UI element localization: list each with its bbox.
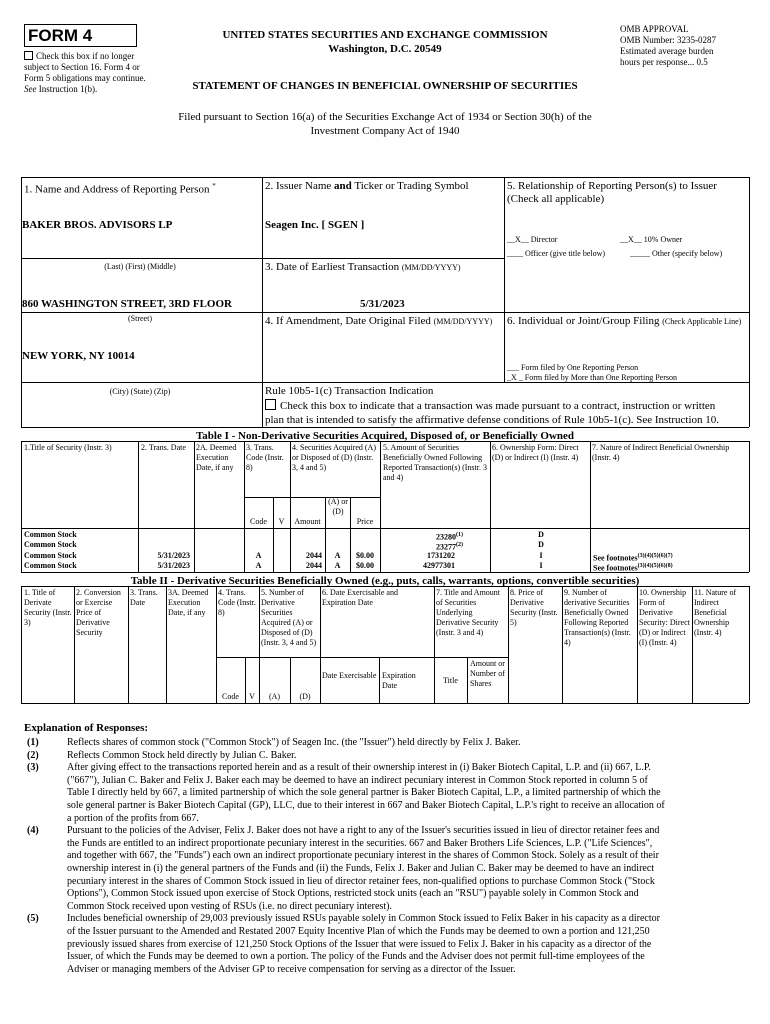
t2-sub-expiration: Expiration Date [382, 671, 416, 690]
t2-col4: 4. Trans. Code (Instr. 8) [218, 588, 256, 617]
t2-sub-exercisable: Date Exercisable [322, 671, 377, 680]
t1-sub-aord: (A) or (D) [328, 497, 348, 516]
box3-label: 3. Date of Earliest Transaction (MM/DD/YYYY) [265, 261, 461, 273]
explanation-item-1: (1) Reflects shares of common stock ("Common Stock") of Seagen Inc. (the "Issuer") held directly by Felix J. Baker. [27, 737, 521, 748]
t2-bottom [21, 703, 749, 704]
t1-r2-nature: See footnotes$^{(3)(4)(5)(6)(7)}$ [593, 553, 673, 563]
t2-col1: 1. Title of Derivate Security (Instr. 3) [24, 588, 72, 627]
t1-r2-price: $0.00 [356, 551, 374, 560]
rel-director: __X__ Director [507, 235, 558, 244]
omb-burden-2: hours per response... 0.5 [620, 57, 708, 67]
t2-sub-title: Title [443, 676, 458, 685]
checkbox-see: See [24, 84, 37, 94]
t1-col6: 6. Ownership Form: Direct (D) or Indirect (I) (Instr. 4) [492, 443, 579, 462]
t1-top [21, 441, 749, 442]
box1-label: 1. Name and Address of Reporting Person * [24, 182, 216, 196]
filing-more-persons: _X _ Form filed by More than One Reporting Person [507, 373, 677, 382]
table1-title: Table I - Non-Derivative Securities Acquired, Disposed of, or Beneficially Owned [195, 430, 575, 442]
t1-r2-ad: A [334, 551, 341, 560]
rule-10b5-text-2: plan that is intended to satisfy the affirmative defense conditions of Rule 10b5-1(c). See Instruction 10. [265, 414, 720, 426]
t2-v4 [216, 586, 217, 703]
t1-sub-top [244, 497, 380, 498]
rel-10pct-owner: __X__ 10% Owner [620, 235, 683, 244]
t1-r2-owned: 1731202 [427, 551, 455, 560]
t1-col3: 3. Trans. Code (Instr. 8) [246, 443, 284, 472]
t1-r2-amount: 2044 [306, 551, 322, 560]
t2-col2: 2. Conversion or Exercise Price of Derivative Security [76, 588, 121, 637]
t2-v9 [562, 586, 563, 703]
t1-col7: 7. Nature of Indirect Beneficial Ownership (Instr. 4) [592, 443, 730, 462]
omb-number: OMB Number: 3235-0287 [620, 35, 716, 45]
reporting-city: NEW YORK, NY 10014 [22, 350, 135, 362]
t2-top [21, 586, 749, 587]
t2-v5 [259, 586, 260, 703]
line-name-bottom [21, 258, 262, 259]
t1-col4: 4. Securities Acquired (A) or Disposed of (D) (Instr. 3, 4 and 5) [292, 443, 376, 472]
box6-label: 6. Individual or Joint/Group Filing (Check Applicable Line) [507, 315, 742, 327]
explanation-title: Explanation of Responses: [24, 722, 149, 734]
no-longer-subject-checkbox-area [24, 51, 152, 95]
t1-sub-price: Price [356, 517, 374, 526]
street-hint: (Street) [128, 314, 152, 323]
omb-title: OMB APPROVAL [620, 24, 689, 34]
t1-col5: 5. Amount of Securities Beneficially Owned Following Reported Transaction(s) (Instr. 3 and 4) [383, 443, 487, 482]
filing-one-person: ___ Form filed by One Reporting Person [507, 363, 639, 372]
t2-col10: 10. Ownership Form of Derivative Security: Direct (D) or Indirect (I) (Instr. 4) [639, 588, 690, 647]
t2-col6: 6. Date Exercisable and Expiration Date [322, 588, 398, 607]
omb-approval [620, 24, 750, 68]
checkbox-instruction: Instruction 1(b). [38, 84, 98, 94]
t2-col8: 8. Price of Derivative Security (Instr. 5) [510, 588, 558, 627]
t2-sub-a: (A) [268, 692, 281, 701]
explanation-item-5: (5) Includes beneficial ownership of 29,003 previously issued RSUs payable solely in Common Stock issued to Felix Baker in his capacity as a director of the Issuer pursuant to the Amended and Restated 2007 Equity Incentive Plan of which the Funds may be deemed to own a portion and 121,250 previously issued shares from exercise of 121,250 Stock Options of the Issuer that were issued to Felix J. Baker in his capacity as a director of the Issuer, of which the Funds may be deemed to own a portion. The policy of the Funds and the Adviser does not permit full-time employees of the Adviser or managing members of the Adviser GP to receive compensation for serving as a director of the Issuer. [27, 913, 660, 975]
t2-sub-code: Code [222, 692, 239, 701]
t2-v0 [21, 586, 22, 703]
explanation-item-4: (4) Pursuant to the policies of the Adviser, Felix J. Baker does not have a right to any of the Issuer's securities issued in lieu of director retainer fees and the Funds are entitled to an indirect proportionate pecuniary interest in the securities. 667 and Baker Brothers Life Sciences, L.P. ("Life Sciences", and together with 667, the "Funds") each own an indirect proportionate pecuniary interest in the shares of Common Stock. Solely as a result of their ownership interest in (i) the general partners of the Funds and (ii) the Funds, Felix J. Baker and Julian C. Baker may be deemed to have an indirect pecuniary interest in the shares of Common Stock issued in lieu of director retainer fees, non-qualified options to purchase Common Stock ("Stock Options"), Common Stock issued upon exercise of Stock Options, restricted stock units (each an "RSU") payable solely in Common Stock and Common Stock received upon vesting of RSUs (i.e. no direct pecuniary interest). [27, 825, 660, 912]
t2-v6 [320, 586, 321, 703]
t1-r2-code: A [255, 551, 262, 560]
t2-sub-top-b [320, 657, 508, 658]
t2-v12 [749, 586, 750, 703]
t2-col5: 5. Number of Derivative Securities Acquired (A) or Disposed of (D) (Instr. 3, 4 and 5) [261, 588, 317, 647]
t2-sub-top-a [216, 657, 320, 658]
t2-v3 [166, 586, 167, 703]
t2-col3: 3. Trans. Date [130, 588, 158, 607]
t2-sub-v: V [249, 692, 255, 701]
form-title-box [24, 24, 137, 47]
rel-officer: ____ Officer (give title below) [507, 249, 606, 258]
box5-label: 5. Relationship of Reporting Person(s) to Issuer (Check all applicable) [507, 180, 717, 205]
t2-v2 [128, 586, 129, 703]
t1-r3-ad: A [334, 561, 341, 570]
checkbox-text: Check this box if no longer subject to Section 16. Form 4 or Form 5 obligations may continue. [24, 51, 146, 83]
agency-location: Washington, D.C. 20549 [328, 43, 442, 55]
t1-col1: 1.Title of Security (Instr. 3) [24, 443, 112, 452]
t2-v8 [508, 586, 509, 703]
t1-col2: 2. Trans. Date [141, 443, 186, 452]
t2-sub-d: (D) [299, 692, 311, 701]
t1-r2-title: Common Stock [24, 551, 77, 560]
t1-r3-nature: See footnotes$^{(3)(4)(5)(6)(8)}$ [593, 563, 673, 573]
rule-10b5-title: Rule 10b5-1(c) Transaction Indication [265, 385, 434, 397]
explanation-item-3: (3) After giving effect to the transactions reported herein and as a result of their ownership interest in (i) Baker Biotech Capital, L.P. and (ii) 667, L.P. ("667"), Julian C. Baker and Felix J. Baker each may be deemed to have an indirect pecuniary interest in Common Stock reported in column 5 of Table I directly held by 667, a limited partnership of which the sole general partner is Baker Biotech Capital, L.P., a limited partnership of which the sole general partner is Baker Biotech Capital (GP), LLC, due to their interest in 667 and Baker Biotech Capital, L.P.'s right to receive an allocation of a portion of the profits from 667. [27, 762, 665, 824]
t1-sub-code: Code [250, 517, 267, 526]
box2-label: 2. Issuer Name and Ticker or Trading Symbol [265, 180, 469, 192]
t1-sub-amount: Amount [294, 517, 321, 526]
t1-r3-price: $0.00 [356, 561, 374, 570]
t1-r3-amount: 2044 [306, 561, 322, 570]
t2-col9: 9. Number of derivative Securities Beneficially Owned Following Reported Transaction(s) (Instr. 4) [564, 588, 631, 647]
t1-sub-v: V [278, 517, 285, 526]
issuer-name: Seagen Inc. [ SGEN ] [265, 219, 365, 231]
statement-title: STATEMENT OF CHANGES IN BENEFICIAL OWNERSHIP OF SECURITIES [192, 80, 578, 92]
t1-v6 [490, 441, 491, 572]
t1-r0-title: Common Stock [24, 530, 77, 539]
rule-10b5-text: Check this box to indicate that a transaction was made pursuant to a contract, instruction or written [265, 399, 749, 413]
t1-v2 [194, 441, 195, 572]
line-box2-bottom [262, 258, 504, 259]
t2-col3a: 3A. Deemed Execution Date, if any [168, 588, 209, 617]
filed-pursuant-2: Investment Company Act of 1940 [310, 125, 460, 137]
t1-r1-form: D [538, 540, 544, 549]
rel-other: _____ Other (specify below) [630, 249, 723, 258]
omb-burden-1: Estimated average burden [620, 46, 714, 56]
form-title: FORM 4 [28, 26, 93, 45]
t1-header-bottom [21, 528, 749, 529]
grid-bottom-line [21, 427, 749, 428]
t1-r3-form: I [539, 561, 543, 570]
t2-v11 [692, 586, 693, 703]
t1-r0-form: D [538, 530, 544, 539]
city-hint: (City) (State) (Zip) [109, 387, 171, 396]
t1-r3-owned: 42977301 [423, 561, 455, 570]
earliest-transaction-date: 5/31/2023 [360, 298, 405, 310]
t1-v0 [21, 441, 22, 572]
line-street-bottom [21, 312, 504, 313]
t1-r2-form: I [539, 551, 543, 560]
t1-r1-title: Common Stock [24, 540, 77, 549]
t1-r2-date: 5/31/2023 [157, 551, 190, 560]
t1-v8 [749, 441, 750, 572]
t1-r3-date: 5/31/2023 [157, 561, 190, 570]
reporting-street: 860 WASHINGTON STREET, 3RD FLOOR [22, 298, 232, 310]
grid-divider-1 [262, 177, 263, 427]
agency-name: UNITED STATES SECURITIES AND EXCHANGE COMMISSION [222, 29, 548, 41]
grid-right-line [749, 177, 750, 427]
t1-r3-title: Common Stock [24, 561, 77, 570]
t2-v6b [379, 657, 380, 703]
t1-r1-owned: 23277$^{(2)}$ [436, 542, 463, 552]
explanation-item-2: (2) Reflects Common Stock held directly by Julian C. Baker. [27, 749, 297, 761]
grid-top-line [21, 177, 749, 178]
t2-v10 [637, 586, 638, 703]
line-box5-bottom [504, 312, 749, 313]
t2-sub-amount: Amount or Number of Shares [470, 659, 505, 688]
t1-v1 [138, 441, 139, 572]
box4-label: 4. If Amendment, Date Original Filed (MM/DD/YYYY) [265, 315, 493, 327]
t2-v1 [74, 586, 75, 703]
t1-v7 [590, 441, 591, 572]
t1-v5 [380, 441, 381, 572]
t1-col2a: 2A. Deemed Execution Date, if any [196, 443, 237, 472]
table2-title: Table II - Derivative Securities Beneficially Owned (e.g., puts, calls, warrants, options, convertible securities) [130, 575, 640, 587]
t2-col7: 7. Title and Amount of Securities Underlying Derivative Security (Instr. 3 and 4) [436, 588, 501, 637]
no-longer-subject-checkbox[interactable] [24, 51, 33, 60]
rule-10b5-checkbox[interactable] [265, 399, 276, 410]
t2-v7b [467, 657, 468, 703]
t2-col11: 11. Nature of Indirect Beneficial Ownership (Instr. 4) [694, 588, 737, 637]
grid-divider-2 [504, 177, 505, 382]
reporting-person-name: BAKER BROS. ADVISORS LP [22, 219, 173, 231]
filed-pursuant-1: Filed pursuant to Section 16(a) of the Securities Exchange Act of 1934 or Section 30(h) of the [178, 111, 592, 123]
t1-r3-code: A [255, 561, 262, 570]
t1-r0-owned: 23280$^{(1)}$ [436, 532, 463, 542]
name-hint: (Last) (First) (Middle) [104, 262, 176, 271]
t1-v3b [273, 497, 274, 572]
